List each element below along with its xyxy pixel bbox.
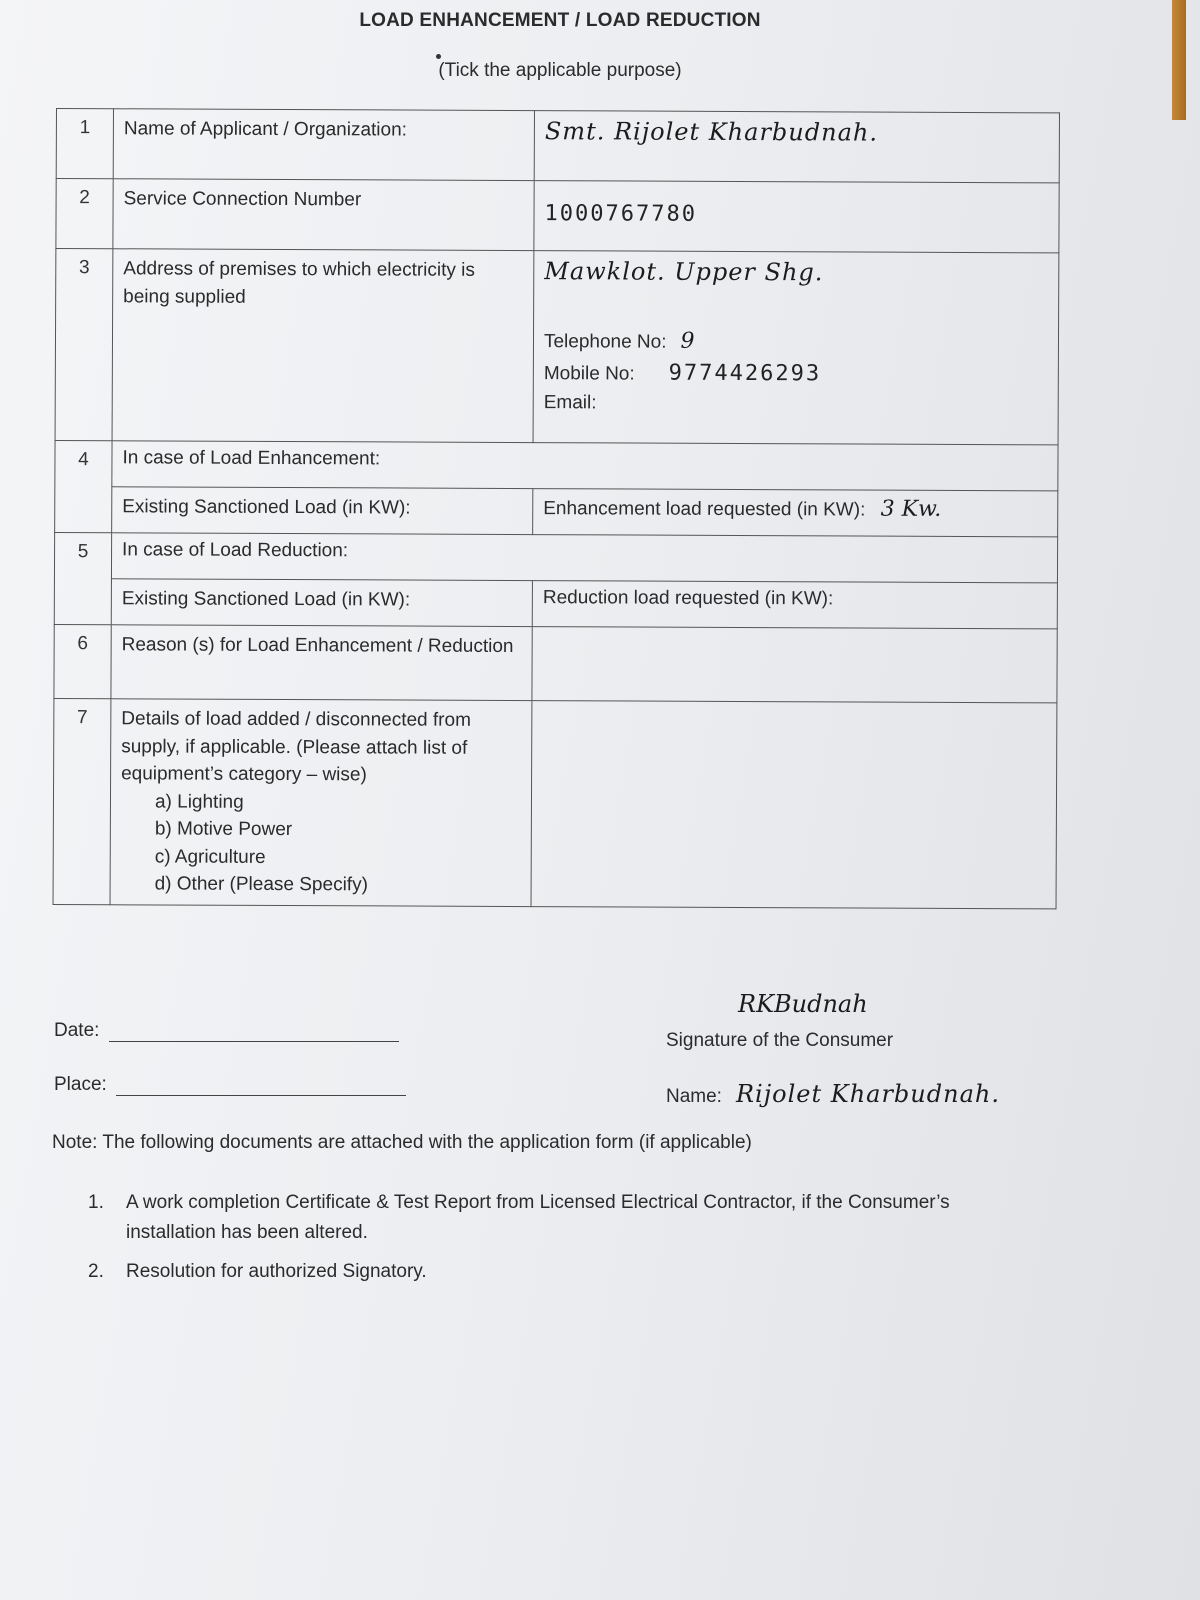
load-details-label: Details of load added / disconnected from supply, if applicable. (Please attach list of equipment’s category – wise) [121,708,471,786]
row-address [55,249,1059,445]
reduction-requested-label: Reduction load requested (in KW): [542,587,834,610]
enhancement-requested-value: 3 Kw. [880,496,942,522]
row-number: 3 [55,249,113,441]
row-load-reduction [54,532,1057,582]
date-label: Date: [54,1020,100,1041]
place-row [54,1074,406,1096]
list-item [88,1257,988,1287]
load-enhancement-heading: In case of Load Enhancement: [112,441,1058,491]
signature-caption: Signature of the Consumer [666,1030,894,1051]
row-applicant-name [56,109,1059,183]
row-number: 5 [54,532,111,624]
load-reduction-heading: In case of Load Reduction: [111,533,1057,583]
application-table [53,108,1060,909]
attachments-note: Note: The following documents are attached with the application form (if applicable) [52,1132,752,1153]
service-connection-label: Service Connection Number [113,179,534,251]
form-title: LOAD ENHANCEMENT / LOAD REDUCTION [359,10,761,31]
service-connection-field[interactable] [534,181,1059,253]
place-label: Place: [54,1074,107,1095]
enhancement-requested-field[interactable] [533,489,1058,537]
existing-load-enhancement-label[interactable]: Existing Sanctioned Load (in KW): [112,487,533,535]
row-number: 4 [55,440,112,532]
consumer-name-row [666,1080,1000,1108]
mobile-value[interactable]: 9774426293 [668,360,822,387]
row-number: 6 [54,624,111,698]
row-load-reduction-values [54,578,1057,628]
telephone-label: Telephone No: [543,331,667,353]
item-text: A work completion Certificate & Test Report from Licensed Electrical Contractor, if the Consumer’s installation has been altered. [126,1192,950,1244]
reason-field[interactable] [532,627,1057,703]
address-field[interactable] [533,251,1059,445]
paper-edge [1172,0,1186,120]
contact-block [544,325,1048,419]
tick-mark [436,54,441,59]
reduction-requested-field[interactable] [532,581,1057,629]
item-number: 2. [88,1260,104,1282]
enhancement-requested-label: Enhancement load requested (in KW): [543,498,866,521]
service-connection-value: 1000767780 [544,201,698,227]
row-load-details [53,698,1057,908]
row-load-enhancement [55,440,1058,490]
form-subtitle: (Tick the applicable purpose) [438,60,682,81]
applicant-name-label: Name of Applicant / Organization: [113,109,534,181]
load-details-field[interactable] [531,701,1057,909]
date-row [54,1020,399,1042]
equipment-category-list [121,788,521,900]
email-row [544,389,1048,419]
list-item: b) Motive Power [154,818,293,841]
row-service-connection [56,179,1059,253]
email-label: Email: [543,391,597,414]
consumer-name-label: Name: [666,1086,722,1107]
telephone-row [544,325,1048,359]
consumer-name-value[interactable]: Rijolet Kharbudnah. [735,1080,1000,1108]
row-number: 2 [56,179,113,249]
place-field[interactable] [116,1077,406,1096]
mobile-label: Mobile No: [543,363,635,385]
address-label: Address of premises to which electricity is being supplied [112,249,534,443]
mobile-row [544,357,1048,391]
telephone-value[interactable]: 9 [680,328,695,354]
row-number: 7 [53,698,111,904]
row-load-enhancement-values [55,486,1058,536]
reason-label: Reason (s) for Load Enhancement / Reduction [111,625,532,701]
list-item [88,1188,988,1249]
consumer-signature: RKBudnah [738,990,868,1018]
list-item: a) Lighting [154,791,244,813]
address-value: Mawklot. Upper Shg. [544,257,824,287]
row-reason [54,624,1057,702]
applicant-name-field[interactable] [534,111,1059,183]
attachments-list [88,1188,988,1295]
list-item: d) Other (Please Specify) [154,873,368,896]
row-number: 1 [56,109,113,179]
applicant-name-value: Smt. Rijolet Kharbudnah. [544,117,879,147]
item-text: Resolution for authorized Signatory. [126,1260,427,1282]
date-field[interactable] [109,1023,399,1042]
load-details-cell [110,699,532,907]
existing-load-reduction-label[interactable]: Existing Sanctioned Load (in KW): [111,579,532,627]
list-item: c) Agriculture [154,846,266,868]
item-number: 1. [88,1192,104,1213]
